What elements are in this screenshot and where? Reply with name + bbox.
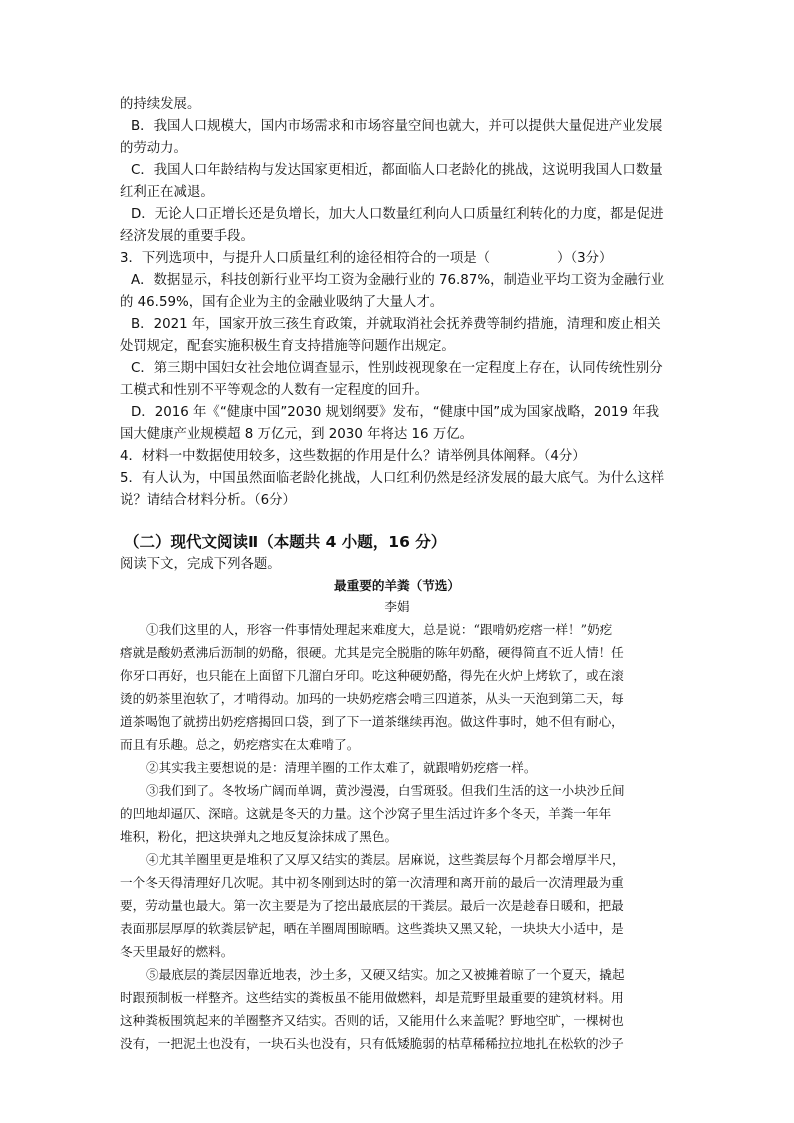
question-4: 4．材料一中数据使用较多，这些数据的作用是什么？请举例具体阐释。（4分） (120, 449, 586, 464)
article-line: 表面那层厚厚的软粪层铲起，晒在羊圈周围晾晒。这些粪块又黑又轮，一块块大小适中，是 (120, 921, 624, 936)
question-3-option-b-line-1: B．2021 年，国家开放三孩生育政策，并就取消社会抚养费等制约措施，清理和废止相关 (131, 317, 661, 332)
article-line: 要，劳动量也最大。第一次主要是为了挖出最底层的干粪层。最后一次是趁春日暖和，把最 (120, 898, 624, 913)
option-d-line-2: 经济发展的重要手段。 (120, 229, 254, 244)
section-instruction: 阅读下文，完成下列各题。 (120, 557, 281, 572)
option-b-line-1: B．我国人口规模大，国内市场需求和市场容量空间也就大，并可以提供大量促进产业发展 (131, 119, 663, 134)
option-d-line-1: D．无论人口正增长还是负增长，加大人口数量红利向人口质量红利转化的力度，都是促进 (131, 207, 664, 222)
question-3-option-c-line-2: 工模式和性别不平等观念的人数有一定程度的回升。 (120, 383, 428, 398)
article-line: ④尤其羊圈里更是堆积了又厚又结实的粪层。居麻说，这些粪层每个月都会增厚半尺， (146, 852, 625, 867)
question-3-stem: 3．下列选项中，与提升人口质量红利的途径相符合的一项是（ ）（3分） (120, 251, 613, 266)
question-3-option-d-line-1: D．2016 年《“健康中国”2030 规划纲要》发布，“健康中国”成为国家战略，2019 年我 (131, 405, 659, 420)
article-line: 时跟预制板一样整齐。这些结实的粪板虽不能用做燃料，却是荒野里最重要的建筑材料。用 (120, 990, 624, 1005)
question-3-option-d-line-2: 国大健康产业规模超 8 万亿元，到 2030 年将达 16 万亿。 (120, 427, 473, 442)
article-line: 没有，一把泥土也没有，一块石头也没有，只有低矮脆弱的枯草稀稀拉拉地扎在松软的沙子 (120, 1036, 624, 1051)
question-2-tail: 的持续发展。 (120, 97, 201, 112)
article-line: 堆积，粉化，把这块弹丸之地反复涂抹成了黑色。 (120, 829, 398, 844)
question-3-option-b-line-2: 处罚规定，配套实施积极生育支持措施等问题作出规定。 (120, 339, 455, 354)
option-b-line-2: 的劳动力。 (120, 141, 187, 156)
article-line: 这种粪板围筑起来的羊圈整齐又结实。否则的话，又能用什么来盖呢？野地空旷，一棵树也 (120, 1013, 624, 1028)
option-c-line-2: 红利正在减退。 (120, 185, 214, 200)
question-3-option-c-line-1: C．第三期中国妇女社会地位调查显示，性别歧视现象在一定程度上存在，认同传统性别分 (131, 361, 663, 376)
option-c-line-1: C．我国人口年龄结构与发达国家更相近，都面临人口老龄化的挑战，这说明我国人口数量 (131, 163, 663, 178)
question-3-option-a-line-1: A．数据显示，科技创新行业平均工资为金融行业的 76.87%，制造业平均工资为金融行业 (131, 273, 665, 288)
article-line: 道茶喝饱了就捞出奶疙瘩揭回口袋，到了下一道茶继续再泡。做这件事时，她不但有耐心， (120, 714, 624, 729)
article-line: 烫的奶茶里泡软了，才啃得动。加玛的一块奶疙瘩会啃三四道茶，从头一天泡到第二天，每 (120, 691, 624, 706)
article-line: 瘩就是酸奶煮沸后沥制的奶酪，很硬。尤其是完全脱脂的陈年奶酪，硬得简直不近人情！任 (120, 645, 624, 660)
article-line: 一个冬天得清理好几次呢。其中初冬刚到达时的第一次清理和离开前的最后一次清理最为重 (120, 875, 624, 890)
article-line: ②其实我主要想说的是：清理羊圈的工作太难了，就跟啃奶疙瘩一样。 (146, 760, 537, 775)
article-line: ⑤最底层的粪层因靠近地表，沙土多，又硬又结实。加之又被摊着晾了一个夏天，撬起 (146, 967, 625, 982)
article-line: 而且有乐趣。总之，奶疙瘩实在太难啃了。 (120, 737, 360, 752)
article-line: ③我们到了。冬牧场广阔而单调，黄沙漫漫，白雪斑驳。但我们生活的这一小块沙丘间 (146, 783, 625, 798)
article-author: 李娟 (384, 599, 410, 614)
question-3-option-a-line-2: 的 46.59%，国有企业为主的金融业吸纳了大量人才。 (120, 295, 444, 310)
article-line: ①我们这里的人，形容一件事情处理起来难度大，总是说：“跟啃奶疙瘩一样！”奶疙 (146, 622, 613, 637)
article-line: 冬天里最好的燃料。 (120, 944, 234, 959)
article-title: 最重要的羊粪（节选） (334, 578, 460, 593)
section-heading: （二）现代文阅读Ⅱ（本题共 4 小题，16 分） (124, 533, 447, 551)
article-line: 你牙口再好，也只能在上面留下几溜白牙印。吃这种硬奶酪，得先在火炉上烤软了，或在滚 (120, 668, 624, 683)
question-5-line-1: 5．有人认为，中国虽然面临老龄化挑战，人口红利仍然是经济发展的最大底气。为什么这样 (120, 471, 665, 486)
article-line: 的凹地却逼仄、深暗。这就是冬天的力量。这个沙窝子里生活过许多个冬天，羊粪一年年 (120, 806, 612, 821)
question-5-line-2: 说？请结合材料分析。（6分） (120, 493, 296, 508)
